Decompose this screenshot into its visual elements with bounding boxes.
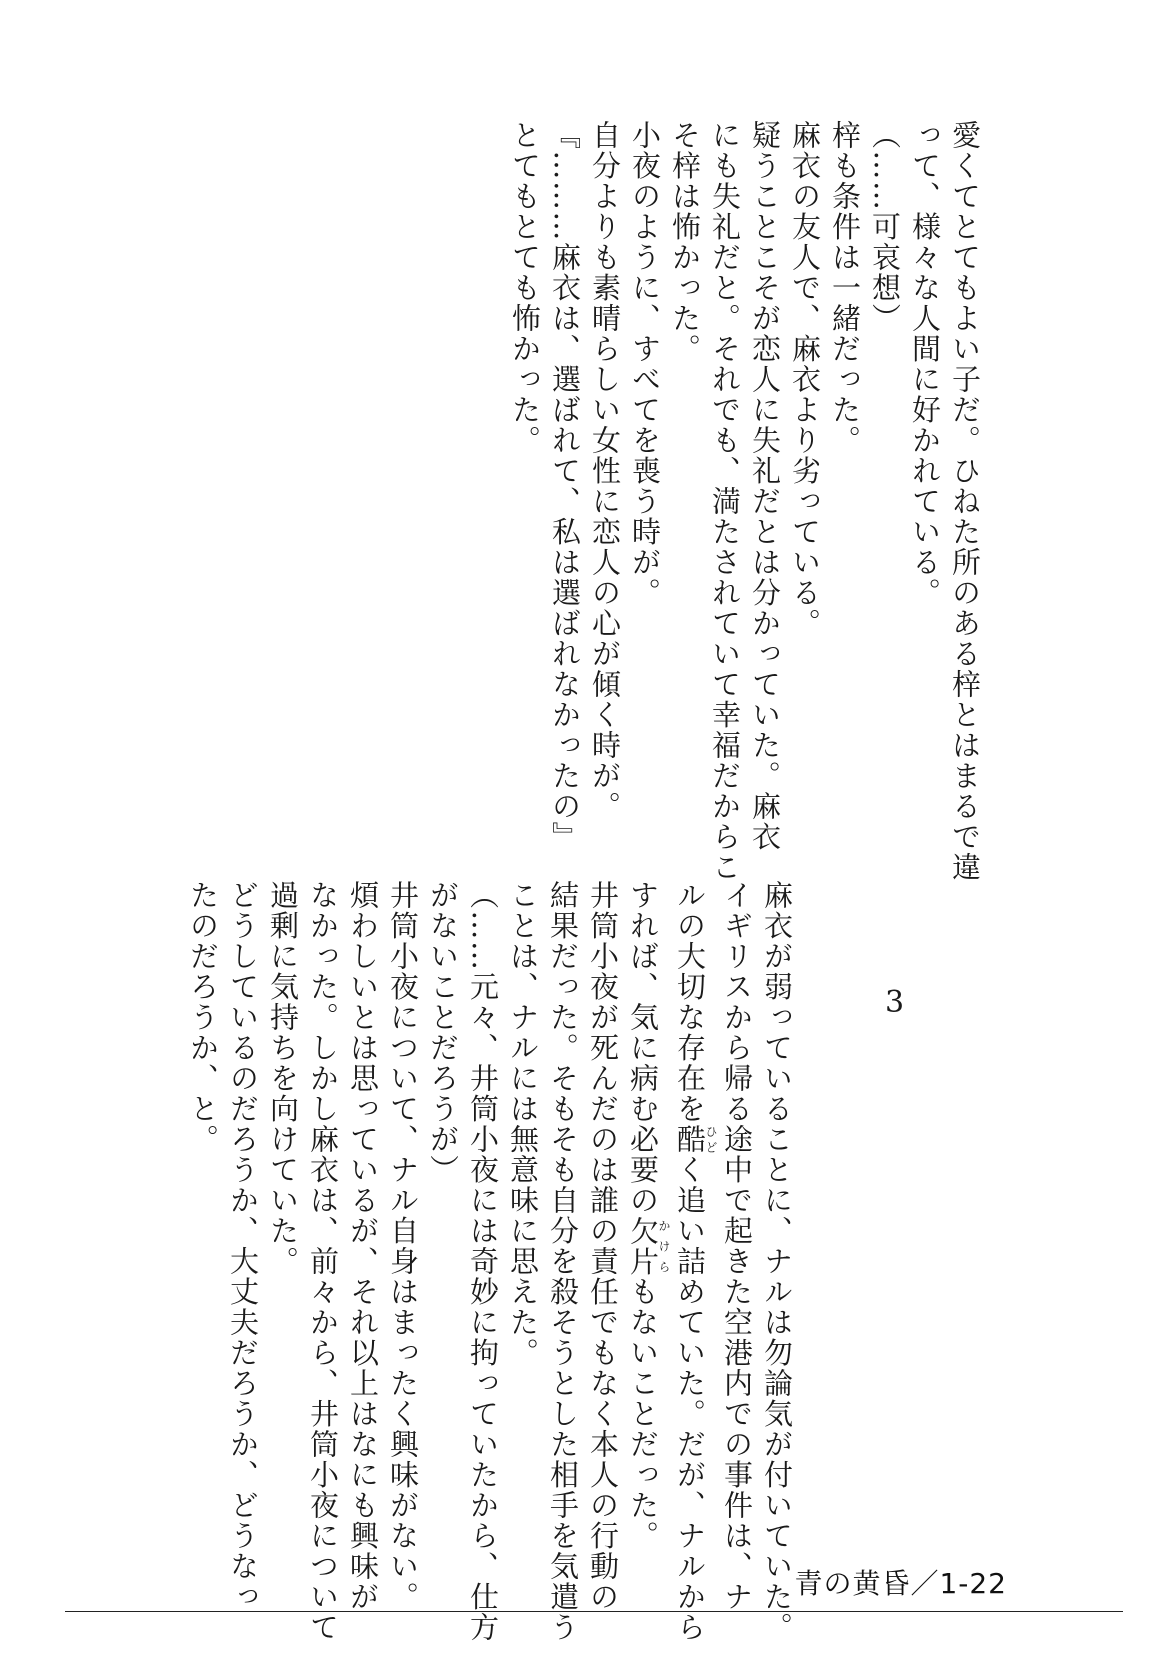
text-line: 麻衣が弱っていることに、ナルは勿論気が付いていた。 <box>760 880 794 1643</box>
text-segment: ルの大切な存在を <box>673 880 707 1124</box>
text-line: 井筒小夜について、ナル自身はまったく興味がない。 <box>386 880 420 1612</box>
section-number: 3 <box>885 985 905 1020</box>
text-line: ことは、ナルには無意味に思えた。 <box>506 880 540 1368</box>
text-line: って、様々な人間に好かれている。 <box>908 120 942 608</box>
ruby-annotation <box>673 1124 718 1155</box>
text-line: 井筒小夜が死んだのは誰の責任でもなく本人の行動の <box>586 880 620 1612</box>
text-line: 梓も条件は一緒だった。 <box>828 120 862 456</box>
upper-text-block <box>505 120 985 883</box>
text-line: どうしているのだろうか、大丈夫だろうか、どうなっ <box>226 880 260 1612</box>
ruby-annotation <box>626 1215 671 1277</box>
text-line: （……元々、井筒小夜には奇妙に拘っていたから、仕方 <box>466 880 500 1643</box>
ruby-base: 欠片 <box>626 1215 660 1277</box>
text-line <box>623 880 671 1551</box>
text-line: 愛くてとてもよい子だ。ひねた所のある梓とはまるで違 <box>948 120 982 883</box>
text-line: 小夜のように、すべてを喪う時が。 <box>628 120 662 608</box>
text-line: 過剰に気持ちを向けていた。 <box>266 880 300 1277</box>
ruby-base: 酷 <box>673 1124 707 1155</box>
text-line: イギリスから帰る途中で起きた空港内での事件は、ナ <box>720 880 754 1612</box>
text-segment: もないことだった。 <box>626 1276 660 1551</box>
text-line: がないことだろうが） <box>426 880 460 1185</box>
text-line: 麻衣の友人で、麻衣より劣っている。 <box>788 120 822 639</box>
text-line: 結果だった。そもそも自分を殺そうとした相手を気遣う <box>546 880 580 1643</box>
text-line: 自分よりも素晴らしい女性に恋人の心が傾く時が。 <box>588 120 622 822</box>
lower-text-block <box>183 880 797 1643</box>
text-line: たのだろうか、と。 <box>186 880 220 1155</box>
footer-rule <box>65 1611 1123 1612</box>
text-line: にも失礼だと。それでも、満たされていて幸福だからこ <box>708 120 742 883</box>
text-line: 『………麻衣は、選ばれて、私は選ばれなかったの』 <box>548 120 582 852</box>
text-segment: く追い詰めていた。だが、ナルから <box>673 1154 707 1643</box>
text-line: なかった。しかし麻衣は、前々から、井筒小夜について <box>306 880 340 1643</box>
text-line: 疑うことこそが恋人に失礼だとは分かっていた。麻衣 <box>748 120 782 852</box>
footer-title: 青の黄昏／1-22 <box>794 1567 1007 1600</box>
text-line: そ梓は怖かった。 <box>668 120 702 364</box>
text-line: とてもとても怖かった。 <box>508 120 542 456</box>
text-line <box>670 880 718 1643</box>
ruby-reading: かけら <box>657 1215 671 1277</box>
text-line: 煩わしいとは思っているが、それ以上はなにも興味が <box>346 880 380 1612</box>
ruby-reading: ひど <box>704 1124 718 1155</box>
text-line: （……可哀想） <box>868 120 902 334</box>
text-segment: すれば、気に病む必要の <box>626 880 660 1216</box>
